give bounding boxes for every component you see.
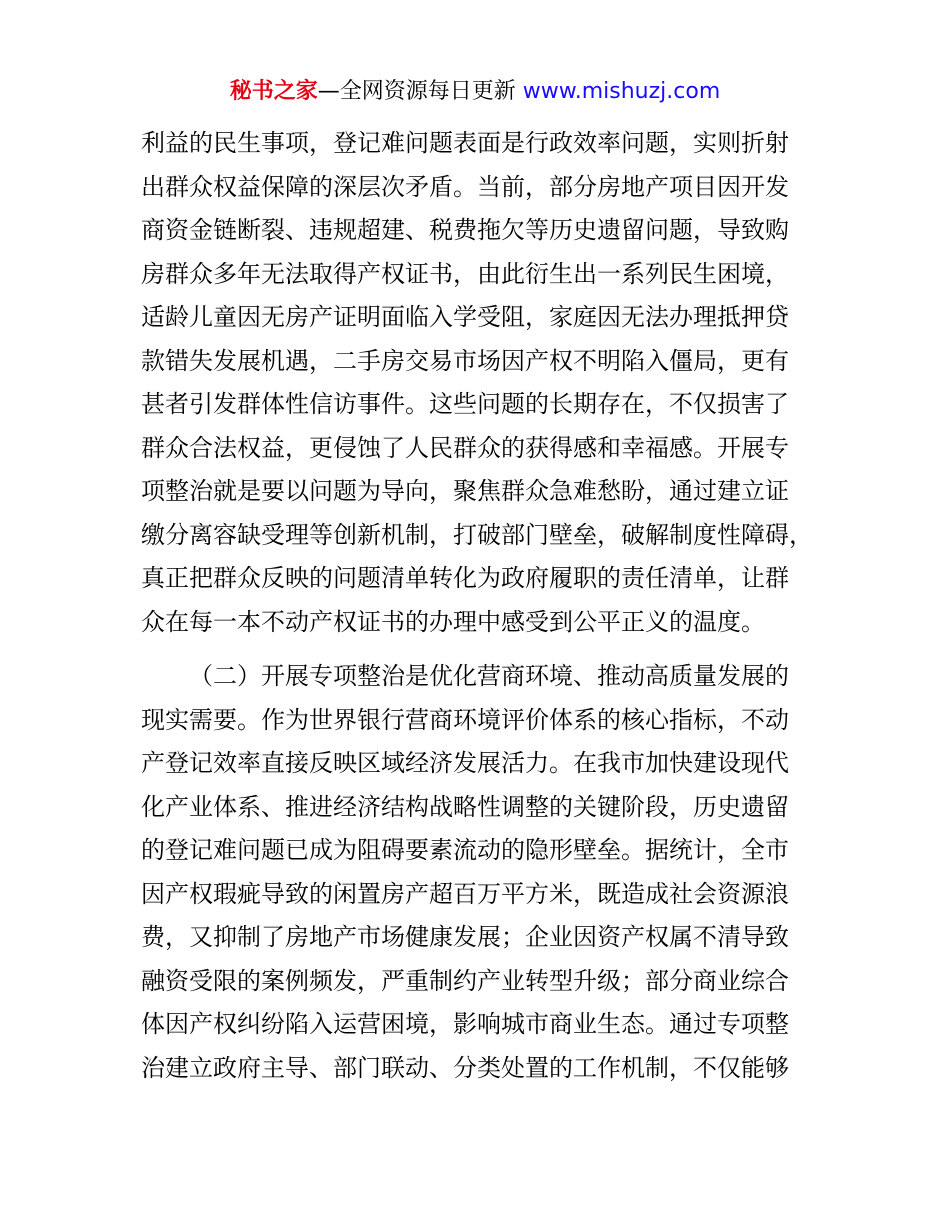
text-line: 化产业体系、推进经济结构战略性调整的关键阶段，历史遗留 [141,792,789,821]
text-line: 甚者引发群体性信访事件。这些问题的长期存在，不仅损害了 [141,390,789,418]
text-line: 款错失发展机遇，二手房交易市场因产权不明陷入僵局，更有 [141,346,789,375]
site-header [0,76,950,108]
text-line: 因产权瑕疵导致的闲置房产超百万平方米，既造成社会资源浪 [141,879,789,908]
text-line: 众在每一本不动产权证书的办理中感受到公平正义的温度。 [141,607,765,636]
text-line: 费，又抑制了房地产市场健康发展；企业因资产权属不清导致 [141,923,789,951]
text-line: 产登记效率直接反映区域经济发展活力。在我市加快建设现代 [141,749,789,777]
section-heading-line: （二）开展专项整治是优化营商环境、推动高质量发展的 [189,662,789,690]
text-line: 缴分离容缺受理等创新机制，打破部门壁垒，破解制度性障碍， [141,520,813,549]
text-line: 的登记难问题已成为阻碍要素流动的隐形壁垒。据统计，全市 [141,836,789,864]
text-line: 现实需要。作为世界银行营商环境评价体系的核心指标，不动 [141,705,789,734]
text-line: 真正把群众反映的问题清单转化为政府履职的责任清单，让群 [141,564,789,592]
text-line: 融资受限的案例频发，严重制约产业转型升级；部分商业综合 [141,966,789,995]
text-line: 适龄儿童因无房产证明面临入学受阻，家庭因无法办理抵押贷 [141,303,789,331]
text-line: 房群众多年无法取得产权证书，由此衍生出一系列民生困境， [141,259,789,288]
text-line: 体因产权纠纷陷入运营困境，影响城市商业生态。通过专项整 [141,1010,789,1038]
document-body [141,122,829,1090]
site-url-link[interactable]: www.mishuzj.com [522,79,721,104]
header-tagline: —全网资源每日更新 [317,79,523,104]
text-line: 商资金链断裂、违规超建、税费拖欠等历史遗留问题，导致购 [141,216,789,244]
text-line: 治建立政府主导、部门联动、分类处置的工作机制，不仅能够 [141,1053,789,1082]
text-line: 项整治就是要以问题为导向，聚焦群众急难愁盼，通过建立证 [141,477,789,505]
text-line: 利益的民生事项，登记难问题表面是行政效率问题，实则折射 [141,129,789,157]
text-line: 群众合法权益，更侵蚀了人民群众的获得感和幸福感。开展专 [141,433,789,462]
brand-name: 秘书之家 [229,79,318,104]
text-line: 出群众权益保障的深层次矛盾。当前，部分房地产项目因开发 [141,172,789,201]
